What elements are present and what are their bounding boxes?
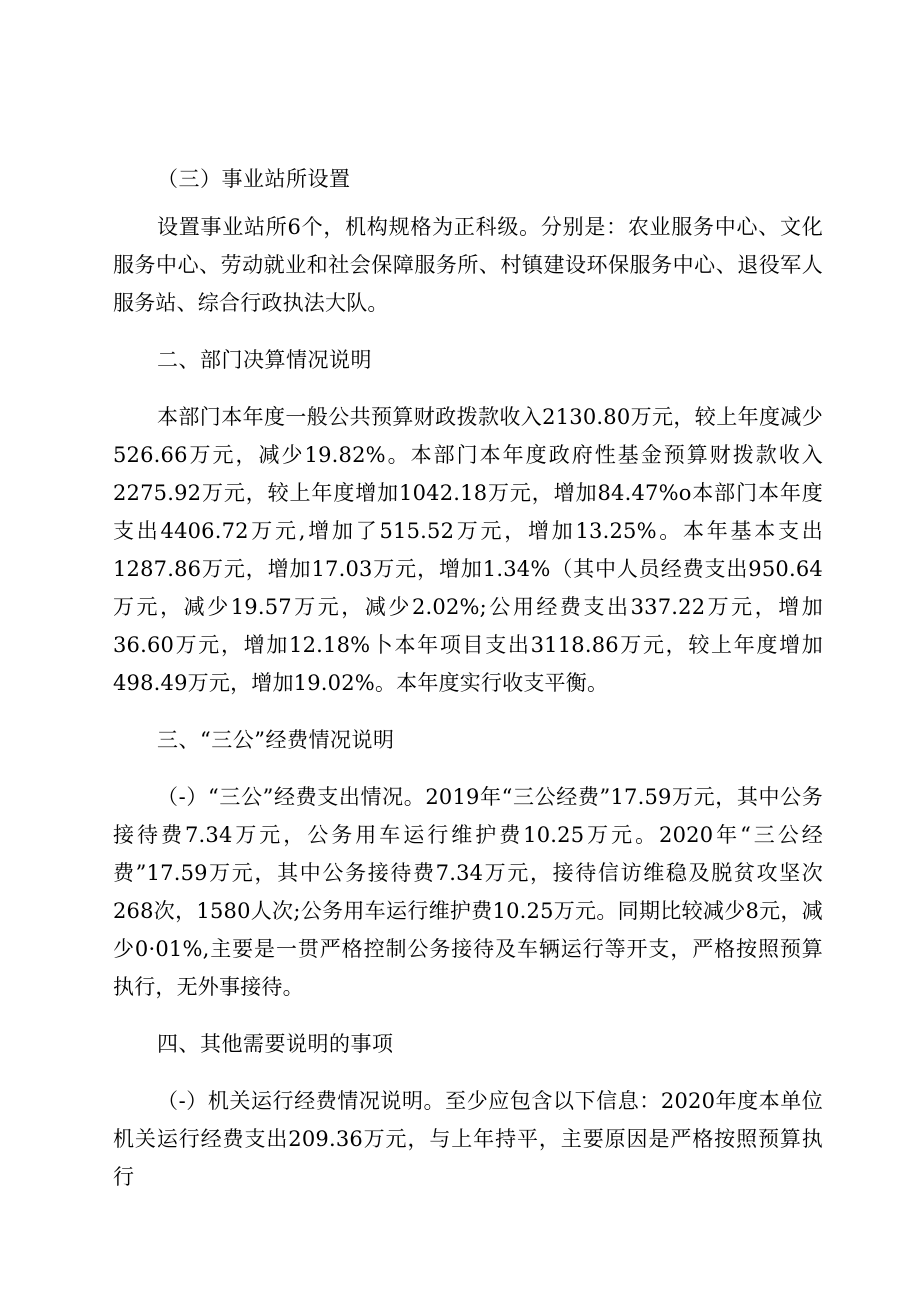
document-body <box>113 160 823 1196</box>
paragraph-operating-expenses: （-）机关运行经费情况说明。至少应包含以下信息：2020年度本单位机关运行经费支出209.36万元，与上年持平，主要原因是严格按照预算执行 <box>113 1089 823 1189</box>
section-heading-institution-stations: （三）事业站所设置 <box>157 167 351 191</box>
paragraph-three-public-expenses: （-）“三公”经费支出情况。2019年“三公经费”17.59万元，其中公务接待费7.34万元，公务用车运行维护费10.25万元。2020年“三公经费”17.59万元，其中公务接待费7.34万元，接待信访维稳及脱贫攻坚次268次，1580人次;公务用车运行维护费10.25万元。同期比较减少8元，减少0·01%,主要是一贯严格控制公务接待及车辆运行等开支，严格按照预算执行，无外事接待。 <box>113 785 823 999</box>
paragraph-institution-stations: 设置事业站所6个，机构规格为正科级。分别是：农业服务中心、文化服务中心、劳动就业和社会保障服务所、村镇建设环保服务中心、退役军人服务站、综合行政执法大队。 <box>113 215 823 315</box>
section-heading-final-accounts: 二、部门决算情况说明 <box>157 348 372 372</box>
section-heading-other-matters: 四、其他需要说明的事项 <box>157 1032 394 1056</box>
paragraph-final-accounts: 本部门本年度一般公共预算财政拨款收入2130.80万元，较上年度减少526.66万元，减少19.82%。本部门本年度政府性基金预算财拨款收入2275.92万元，较上年度增加1042.18万元，增加84.47%o本部门本年度支出4406.72万元,增加了515.52万元，增加13.25%。本年基本支出1287.86万元，增加17.03万元，增加1.34%（其中人员经费支出950.64万元，减少19.57万元，减少2.02%;公用经费支出337.22万元，增加36.60万元，增加12.18%卜本年项目支出3118.86万元，较上年度增加498.49万元，增加19.02%。本年度实行收支平衡。 <box>113 405 823 695</box>
section-heading-three-public-expenses: 三、“三公”经费情况说明 <box>157 728 395 752</box>
